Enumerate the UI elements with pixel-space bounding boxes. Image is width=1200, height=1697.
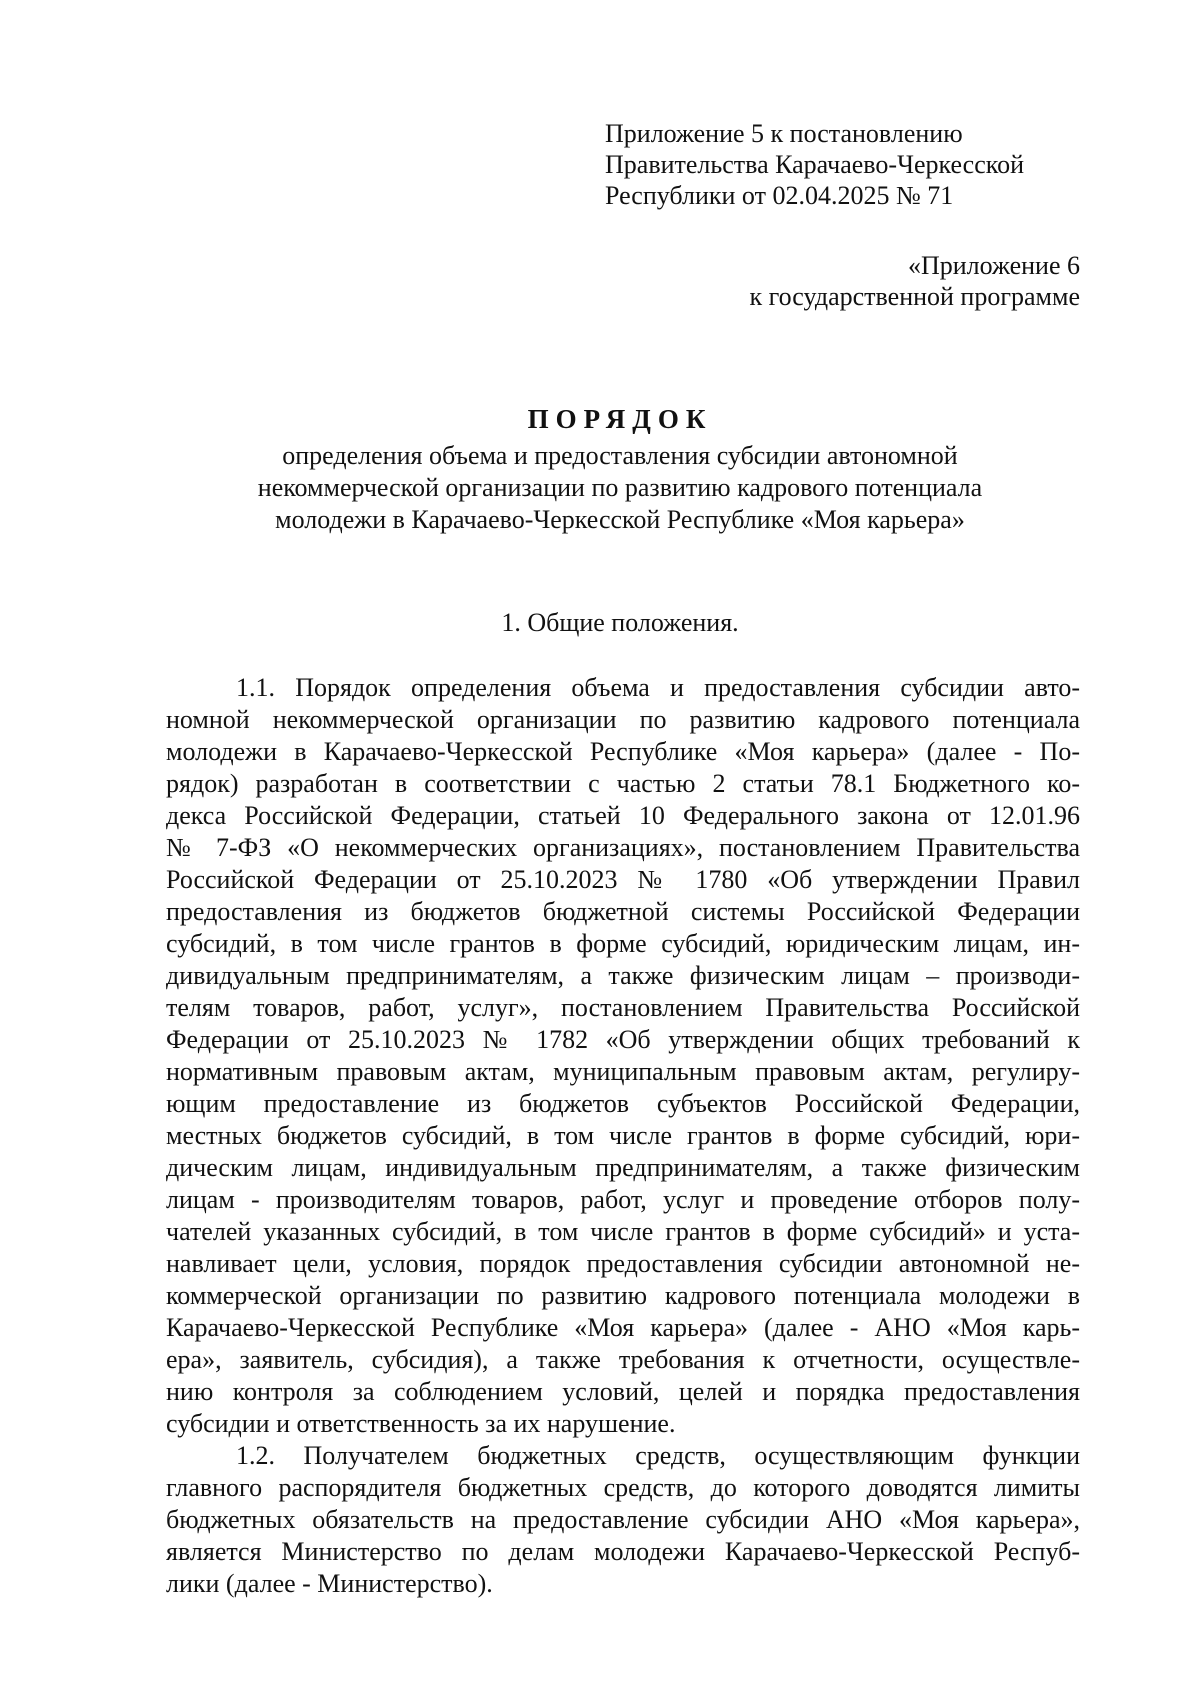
paragraph-line: предоставления из бюджетов бюджетной системы Российской Федерации bbox=[166, 897, 1080, 926]
paragraph-line: № 7-ФЗ «О некоммерческих организациях», постановлением Правительства bbox=[166, 833, 1080, 862]
paragraph-line: номной некоммерческой организации по развитию кадрового потенциала bbox=[166, 705, 1080, 734]
paragraph-line: дивидуальным предпринимателям, а также физическим лицам – производи- bbox=[166, 961, 1080, 990]
paragraph-line: чателей указанных субсидий, в том числе грантов в форме субсидий» и уста- bbox=[166, 1217, 1080, 1246]
paragraph-line: коммерческой организации по развитию кадрового потенциала молодежи в bbox=[166, 1281, 1080, 1310]
paragraph-line: навливает цели, условия, порядок предоставления субсидии автономной не- bbox=[166, 1249, 1080, 1278]
subtitle-line: определения объема и предоставления субсидии автономной bbox=[282, 441, 958, 470]
paragraph-line: дическим лицам, индивидуальным предпринимателям, а также физическим bbox=[166, 1153, 1080, 1182]
paragraph-line: молодежи в Карачаево-Черкесской Республике «Моя карьера» (далее - По- bbox=[166, 737, 1080, 766]
document-title: ПОРЯДОК bbox=[527, 404, 713, 434]
paragraph-line: Российской Федерации от 25.10.2023 № 1780 «Об утверждении Правил bbox=[166, 865, 1080, 894]
paragraph-line: Федерации от 25.10.2023 № 1782 «Об утверждении общих требований к bbox=[166, 1025, 1080, 1054]
paragraph bbox=[166, 1440, 1080, 1600]
program-annex-line: «Приложение 6 bbox=[907, 251, 1080, 280]
paragraph-line: 1.2. Получателем бюджетных средств, осуществляющим функции bbox=[236, 1441, 1080, 1470]
paragraph-line: ера», заявитель, субсидия), а также требования к отчетности, осуществле- bbox=[166, 1345, 1080, 1374]
subtitle-line: некоммерческой организации по развитию кадрового потенциала bbox=[257, 473, 983, 502]
annex-line: Правительства Карачаево-Черкесской bbox=[605, 150, 1024, 179]
paragraph-line: 1.1. Порядок определения объема и предоставления субсидии авто- bbox=[236, 673, 1080, 702]
paragraph-line: бюджетных обязательств на предоставление субсидии АНО «Моя карьера», bbox=[166, 1505, 1080, 1534]
paragraph-line: нию контроля за соблюдением условий, целей и порядка предоставления bbox=[166, 1377, 1080, 1406]
resolution-annex-reference bbox=[605, 118, 1125, 211]
paragraph-line: является Министерство по делам молодежи Карачаево-Черкесской Респуб- bbox=[166, 1537, 1080, 1566]
subtitle-line: молодежи в Карачаево-Черкесской Республике «Моя карьера» bbox=[275, 505, 965, 534]
paragraph-line: субсидии и ответственность за их нарушение. bbox=[166, 1409, 676, 1438]
paragraph-line: лики (далее - Министерство). bbox=[166, 1569, 493, 1598]
paragraph-line: рядок) разработан в соответствии с частью 2 статьи 78.1 Бюджетного ко- bbox=[166, 769, 1080, 798]
paragraph-line: телям товаров, работ, услуг», постановлением Правительства Российской bbox=[166, 993, 1080, 1022]
paragraph bbox=[166, 672, 1080, 1440]
paragraph-line: местных бюджетов субсидий, в том числе грантов в форме субсидий, юри- bbox=[166, 1121, 1080, 1150]
paragraph-line: нормативным правовым актам, муниципальным правовым актам, регулиру- bbox=[166, 1057, 1080, 1086]
program-annex-line: к государственной программе bbox=[749, 282, 1080, 311]
annex-line: Республики от 02.04.2025 № 71 bbox=[605, 181, 954, 210]
paragraph-line: ющим предоставление из бюджетов субъектов Российской Федерации, bbox=[166, 1089, 1080, 1118]
paragraph-line: главного распорядителя бюджетных средств, до которого доводятся лимиты bbox=[166, 1473, 1080, 1502]
body-text bbox=[166, 672, 1080, 1600]
annex-line: Приложение 5 к постановлению bbox=[605, 119, 963, 148]
program-annex-reference bbox=[560, 250, 1080, 312]
paragraph-line: декса Российской Федерации, статьей 10 Федерального закона от 12.01.96 bbox=[166, 801, 1080, 830]
section-heading: 1. Общие положения. bbox=[501, 608, 739, 637]
paragraph-line: лицам - производителям товаров, работ, услуг и проведение отборов полу- bbox=[166, 1185, 1080, 1214]
paragraph-line: субсидий, в том числе грантов в форме субсидий, юридическим лицам, ин- bbox=[166, 929, 1080, 958]
document-subtitle bbox=[160, 440, 1080, 536]
paragraph-line: Карачаево-Черкесской Республике «Моя карьера» (далее - АНО «Моя карь- bbox=[166, 1313, 1080, 1342]
